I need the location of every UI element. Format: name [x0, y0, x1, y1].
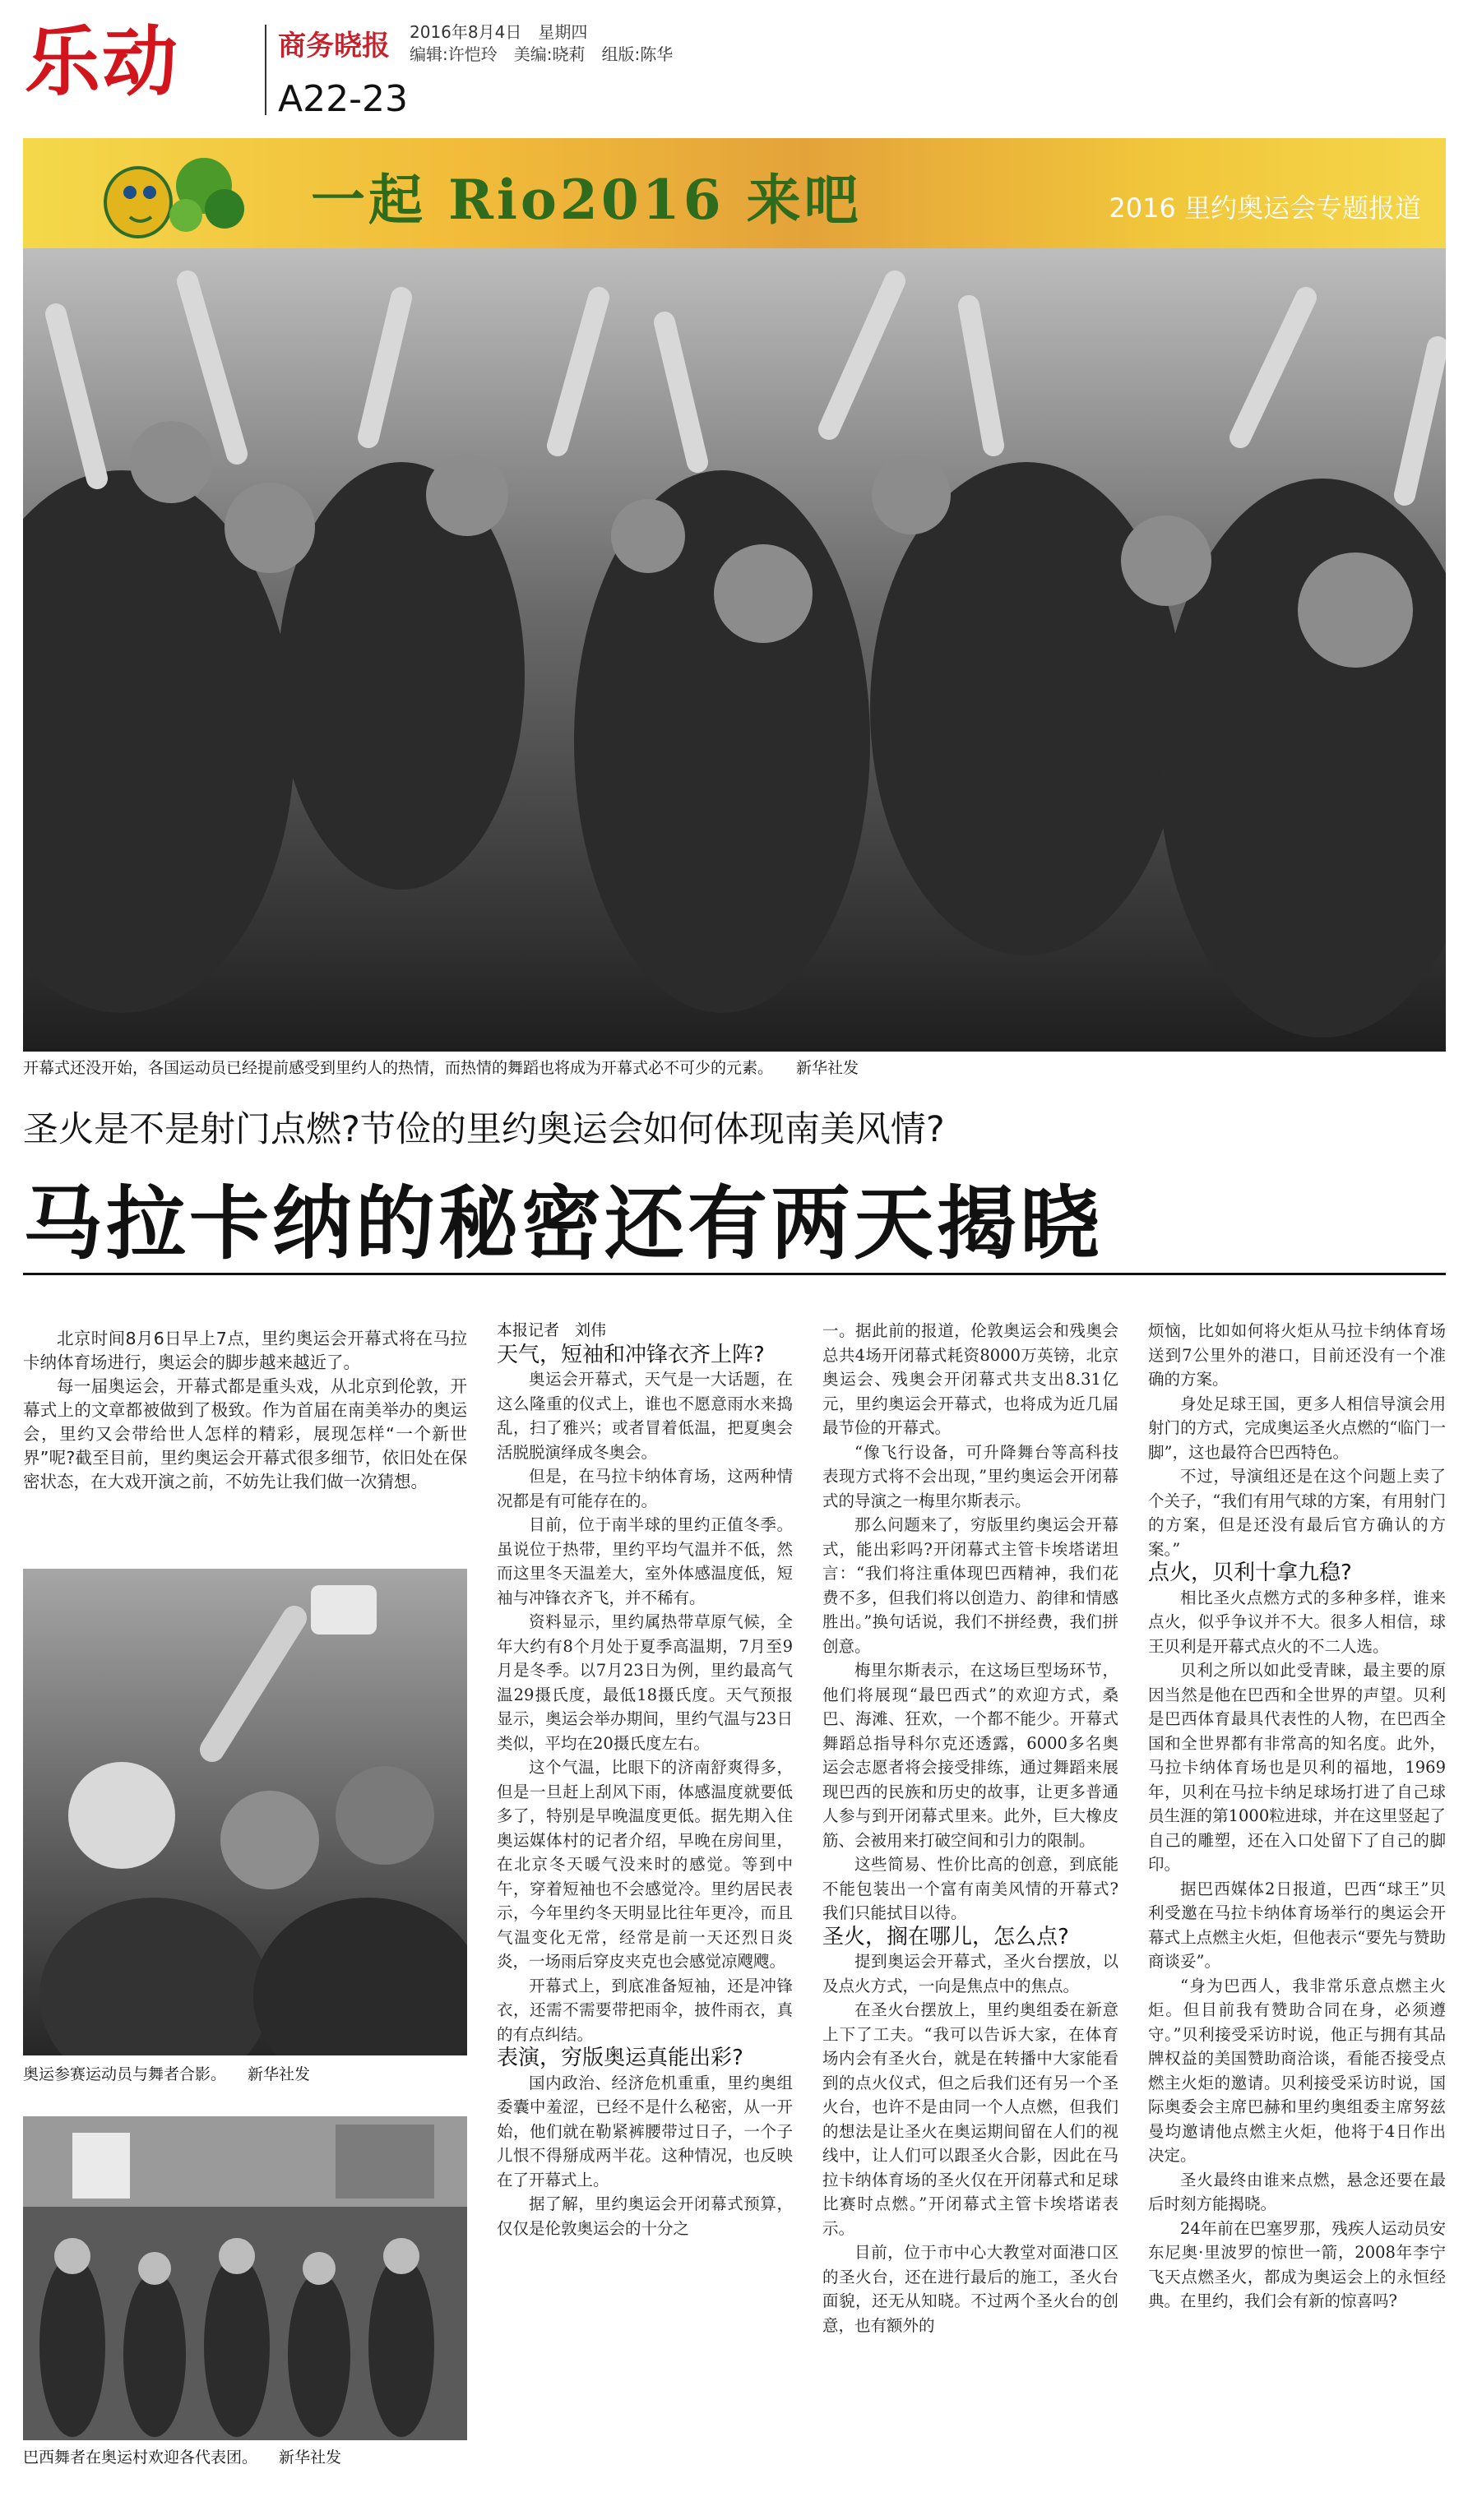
rio-mascot-icon: [81, 145, 253, 243]
photo-credit: 新华社发: [248, 2065, 311, 2083]
article-intro: [23, 1327, 467, 1494]
body-paragraph: 但是，在马拉卡纳体育场，这两种情况都是有可能存在的。: [497, 1467, 793, 1510]
body-paragraph: 一。据此前的报道，伦敦奥运会和残奥会总共4场开闭幕式耗资8000万英镑，北京奥运会、残奥会开闭幕式共支出8.31亿元，里约奥运会开幕式，也将成为近几届最节俭的开幕式。: [822, 1321, 1118, 1437]
body-paragraph: 圣火最终由谁来点燃，悬念还要在最后时刻方能揭晓。: [1148, 2170, 1446, 2213]
body-paragraph: “像飞行设备，可升降舞台等高科技表现方式将不会出现，”里约奥运会开闭幕式的导演之一梅里尔斯表示。: [822, 1442, 1118, 1510]
parade-photo-caption: [23, 2445, 363, 2467]
body-paragraph: 梅里尔斯表示，在这场巨型场环节，他们将展现“最巴西式”的欢迎方式，桑巴、海滩、狂欢，一个都不能少。开幕式舞蹈总指导科尔克还透露，6000多名奥运会志愿者将会接受排练，通过舞蹈来展现巴西的民族和历史的故事，让更多普通人参与到开闭幕式里来。此外，巨大橡皮筋、会被用来打破空间和引力的限制。: [822, 1661, 1118, 1850]
header-divider: [265, 25, 266, 115]
series-title: 2016 里约奥运会专题报道: [1109, 192, 1421, 224]
section-heading: 点火，贝利十拿九稳?: [1148, 1561, 1352, 1585]
intro-paragraph: 北京时间8月6日早上7点，里约奥运会开幕式将在马拉卡纳体育场进行，奥运会的脚步越来越近了。: [23, 1329, 467, 1372]
article-column-4: [1148, 1319, 1446, 2314]
body-paragraph: 这个气温，比眼下的济南舒爽得多，但是一旦赶上刮风下雨，体感温度就要低多了，特别是早晚温度更低。据先期入住奥运媒体村的记者介绍，早晚在房间里，在北京冬天暖气没来时的感觉。等到中午，穿着短袖也不会感觉冷。里约居民表示，今年里约冬天明显比往年更冷，而且气温变化无常，经常是前一天还烈日炎炎，一场雨后穿皮夹克也会感觉凉飕飕。: [497, 1758, 793, 1971]
body-paragraph: 开幕式上，到底准备短袖，还是冲锋衣，还需不需要带把雨伞，披件雨衣，真的有点纠结。: [497, 1976, 793, 2044]
body-paragraph: “身为巴西人，我非常乐意点燃主火炬。但目前我有赞助合同在身，必须遵守。”贝利接受采访时说，他正与拥有其品牌权益的美国赞助商洽谈，看能否接受点燃主火炬的邀请。贝利接受采访时说，国际奥委会主席巴赫和里约奥组委主席努兹曼均邀请他点燃主火炬，他将于4日作出决定。: [1148, 1976, 1446, 2165]
editor-credits: 编辑:许恺玲 美编:晓莉 组版:陈华: [410, 44, 674, 64]
paper-logo: 商务晓报: [278, 30, 390, 62]
body-paragraph: 24年前在巴塞罗那，残疾人运动员安东尼奥·里波罗的惊世一箭，2008年李宁飞天点燃圣火，都成为奥运会上的永恒经典。在里约，我们会有新的惊喜吗?: [1148, 2218, 1446, 2310]
caption-text: 开幕式还没开始，各国运动员已经提前感受到里约人的热情，而热情的舞蹈也将成为开幕式必不可少的元素。: [23, 1059, 774, 1077]
body-paragraph: 相比圣火点燃方式的多种多样，谁来点火，似乎争议并不大。很多人相信，球王贝利是开幕式点火的不二人选。: [1148, 1588, 1446, 1656]
section-heading: 天气，短袖和冲锋衣齐上阵?: [497, 1342, 765, 1367]
section-title: 乐动: [25, 18, 180, 106]
intro-paragraph: 每一届奥运会，开幕式都是重头戏，从北京到伦敦，开幕式上的文章都被做到了极致。作为首届在南美举办的奥运会，里约又会带给世人怎样的精彩，展现怎样“一个新世界”呢?截至目前，里约奥运会开幕式很多细节，依旧处在保密状态，在大戏开演之前，不妨先让我们做一次猜想。: [23, 1376, 467, 1491]
article-subheadline: 圣火是不是射门点燃?节俭的里约奥运会如何体现南美风情?: [23, 1109, 945, 1150]
body-paragraph: 贝利之所以如此受青睐，最主要的原因当然是他在巴西和全世界的声望。贝利是巴西体育最具代表性的人物，在巴西全国和全世界都有非常高的知名度。此外，马拉卡纳体育场也是贝利的福地，1969年，贝利在马拉卡纳足球场打进了自己球员生涯的第1000粒进球，并在这里竖起了自己的雕塑，还在入口处留下了自己的脚印。: [1148, 1661, 1446, 1874]
body-paragraph: 资料显示，里约属热带草原气候，全年大约有8个月处于夏季高温期，7月至9月是冬季。以7月23日为例，里约最高气温29摄氏度，最低18摄氏度。天气预报显示，奥运会举办期间，里约气温与23日类似，平均在20摄氏度左右。: [497, 1612, 793, 1753]
body-paragraph: 烦恼，比如如何将火炬从马拉卡纳体育场送到7公里外的港口，目前还没有一个准确的方案。: [1148, 1321, 1446, 1389]
body-paragraph: 那么问题来了，穷版里约奥运会开幕式，能出彩吗?开闭幕式主管卡埃塔诺坦言：“我们将注重体现巴西精神，我们花费不多，但我们将以创造力、韵律和情感胜出。”换句话说，我们不拼经费，我们拼创意。: [822, 1515, 1118, 1656]
section-heading: 圣火，搁在哪儿，怎么点?: [822, 1924, 1069, 1949]
caption-text: 巴西舞者在奥运村欢迎各代表团。: [23, 2448, 258, 2467]
parade-photo: [23, 2116, 467, 2440]
issue-meta: [410, 21, 673, 66]
article-column-2: [497, 1319, 793, 2240]
body-paragraph: 目前，位于市中心大教堂对面港口区的圣火台，还在进行最后的施工，圣火台面貌，还无从知晓。不过两个圣火台的创意，也有额外的: [822, 2243, 1118, 2335]
banner-slogan: 一起 Rio2016 来吧: [311, 168, 862, 232]
page-number: A22-23: [278, 78, 408, 120]
body-paragraph: 身处足球王国，更多人相信导演会用射门的方式，完成奥运圣火点燃的“临门一脚”，这也最符合巴西特色。: [1148, 1394, 1446, 1462]
body-paragraph: 国内政治、经济危机重重，里约奥组委囊中羞涩，已经不是什么秘密，从一开始，他们就在勒紧裤腰带过日子，一个子儿恨不得掰成两半花。这种情况，也反映在了开幕式上。: [497, 2073, 793, 2189]
body-paragraph: 据了解，里约奥运会开闭幕式预算，仅仅是伦敦奥运会的十分之: [497, 2194, 793, 2238]
caption-text: 奥运参赛运动员与舞者合影。: [23, 2065, 227, 2083]
headline-divider: [23, 1273, 1446, 1275]
main-photo-dancers: [23, 248, 1446, 1052]
olympics-banner: [23, 138, 1446, 249]
selfie-photo: [23, 1569, 467, 2055]
main-photo-caption: [23, 1056, 1446, 1078]
photo-credit: 新华社发: [796, 1059, 859, 1077]
body-paragraph: 这些简易、性价比高的创意，到底能不能包装出一个富有南美风情的开幕式?我们只能拭目以待。: [822, 1855, 1118, 1922]
byline: 本报记者 刘伟: [497, 1321, 607, 1339]
section-heading: 表演，穷版奥运真能出彩?: [497, 2046, 743, 2070]
selfie-photo-caption: [23, 2062, 331, 2084]
article-headline: 马拉卡纳的秘密还有两天揭晓: [23, 1177, 1103, 1270]
issue-date: 2016年8月4日 星期四: [410, 22, 588, 42]
article-column-3: [822, 1319, 1118, 2337]
body-paragraph: 目前，位于南半球的里约正值冬季。虽说位于热带，里约平均气温并不低，然而这里冬天温差大，室外体感温度低，短袖与冲锋衣齐飞，并不稀有。: [497, 1515, 793, 1607]
body-paragraph: 不过，导演组还是在这个问题上卖了个关子，“我们有用气球的方案，有用射门的方案，但是还没有最后官方确认的方案。”: [1148, 1467, 1446, 1559]
body-paragraph: 提到奥运会开幕式，圣火台摆放，以及点火方式，一向是焦点中的焦点。: [822, 1952, 1118, 1995]
photo-credit: 新华社发: [279, 2448, 342, 2467]
body-paragraph: 奥运会开幕式，天气是一大话题，在这么隆重的仪式上，谁也不愿意雨水来捣乱，扫了雅兴；或者冒着低温，把夏奥会活脱脱演绎成冬奥会。: [497, 1370, 793, 1462]
body-paragraph: 在圣火台摆放上，里约奥组委在新意上下了工夫。“我可以告诉大家，在体育场内会有圣火台，就是在转播中大家能看到的点火仪式，但之后我们还有另一个圣火台，也许不是由同一个人点燃，但我们的想法是让圣火在奥运期间留在人们的视线中，让人们可以跟圣火合影，因此在马拉卡纳体育场的圣火仅在开闭幕式和足球比赛时点燃。”开闭幕式主管卡埃塔诺表示。: [822, 2000, 1118, 2238]
body-paragraph: 据巴西媒体2日报道，巴西“球王”贝利受邀在马拉卡纳体育场举行的奥运会开幕式上点燃主火炬，但他表示“要先与赞助商谈妥”。: [1148, 1879, 1446, 1971]
